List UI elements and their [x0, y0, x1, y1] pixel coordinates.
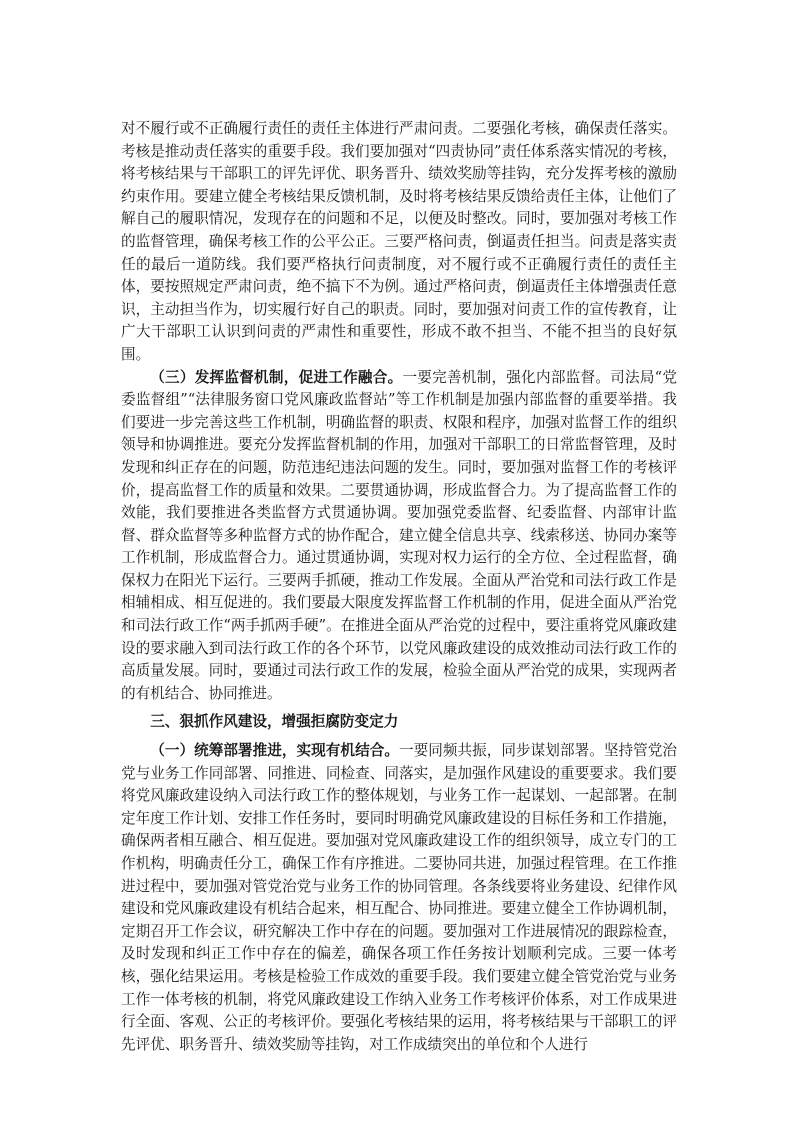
paragraph-body: 一要完善机制，强化内部监督。司法局“党委监督组”“法律服务窗口党风廉政监督站”等工作机制是加强内部监督的重要举措。我们要进一步完善这些工作机制，明确监督的职责、权限和程序，加强对监督工作的组织领导和协调推进。要充分发挥监督机制的作用，加强对干部职工的日常监督管理，及时发现和纠正存在的问题，防范违纪违法问题的发生。同时，要加强对监督工作的考核评价，提高监督工作的质量和效果。二要贯通协调，形成监督合力。为了提高监督工作的效能，我们要推进各类监督方式贯通协调。要加强党委监督、纪委监督、内部审计监督、群众监督等多种监督方式的协作配合，建立健全信息共享、线索移送、协同办案等工作机制，形成监督合力。通过贯通协调，实现对权力运行的全方位、全过程监督，确保权力在阳光下运行。三要两手抓硬，推动工作发展。全面从严治党和司法行政工作是相辅相成、相互促进的。我们要最大限度发挥监督工作机制的作用，促进全面从严治党和司法行政工作“两手抓两手硬”。在推进全面从严治党的过程中，要注重将党风廉政建设的要求融入到司法行政工作的各个环节，以党风廉政建设的成效推动司法行政工作的高质量发展。同时，要通过司法行政工作的发展，检验全面从严治党的成果，实现两者的有机结合、协同推进。 [121, 368, 677, 702]
section-heading: 三、狠抓作风建设，增强拒腐防变定力 [150, 713, 399, 731]
paragraph-body: 一要同频共振，同步谋划部署。坚持管党治党与业务工作同部署、同推进、同检查、同落实，是加强作风建设的重要要求。我们要将党风廉政建设纳入司法行政工作的整体规划，与业务工作一起谋划、一起部署。在制定年度工作计划、安排工作任务时，要同时明确党风廉政建设的目标任务和工作措施，确保两者相互融合、相互促进。要加强对党风廉政建设工作的组织领导，成立专门的工作机构，明确责任分工，确保工作有序推进。二要协同共进，加强过程管理。在工作推进过程中，要加强对管党治党与业务工作的协同管理。各条线要将业务建设、纪律作风建设和党风廉政建设有机结合起来，相互配合、协同推进。要建立健全工作协调机制，定期召开工作会议，研究解决工作中存在的问题。要加强对工作进展情况的跟踪检查，及时发现和纠正工作中存在的偏差，确保各项工作任务按计划顺利完成。三要一体考核，强化结果运用。考核是检验工作成效的重要手段。我们要建立健全管党治党与业务工作一体考核的机制，将党风廉政建设工作纳入业务工作考核评价体系，对工作成果进行全面、客观、公正的考核评价。要强化考核结果的运用，将考核结果与干部职工的评先评优、职务晋升、绩效奖励等挂钩，对工作成绩突出的单位和个人进行 [121, 742, 677, 1053]
paragraph-supervision-mechanism [121, 367, 677, 706]
paragraph-lead: （一）统筹部署推进，实现有机结合。 [150, 742, 399, 760]
paragraph-body: 对不履行或不正确履行责任的责任主体进行严肃问责。二要强化考核，确保责任落实。考核是推动责任落实的重要手段。我们要加强对“四责协同”责任体系落实情况的考核，将考核结果与干部职工的评先评优、职务晋升、绩效奖励等挂钩，充分发挥考核的激励约束作用。要建立健全考核结果反馈机制，及时将考核结果反馈给责任主体，让他们了解自己的履职情况，发现存在的问题和不足，以便及时整改。同时，要加强对考核工作的监督管理，确保考核工作的公平公正。三要严格问责，倒逼责任担当。问责是落实责任的最后一道防线。我们要严格执行问责制度，对不履行或不正确履行责任的责任主体，要按照规定严肃问责，绝不搞下不为例。通过严格问责，倒逼责任主体增强责任意识，主动担当作为，切实履行好自己的职责。同时，要加强对问责工作的宣传教育，让广大干部职工认识到问责的严肃性和重要性，形成不敢不担当、不能不担当的良好氛围。 [121, 120, 677, 363]
paragraph-responsibility-continuation [121, 118, 677, 367]
paragraph-overall-deployment [121, 740, 677, 1056]
document-page [121, 118, 677, 1056]
paragraph-lead: （三）发挥监督机制，促进工作融合。 [150, 368, 403, 386]
